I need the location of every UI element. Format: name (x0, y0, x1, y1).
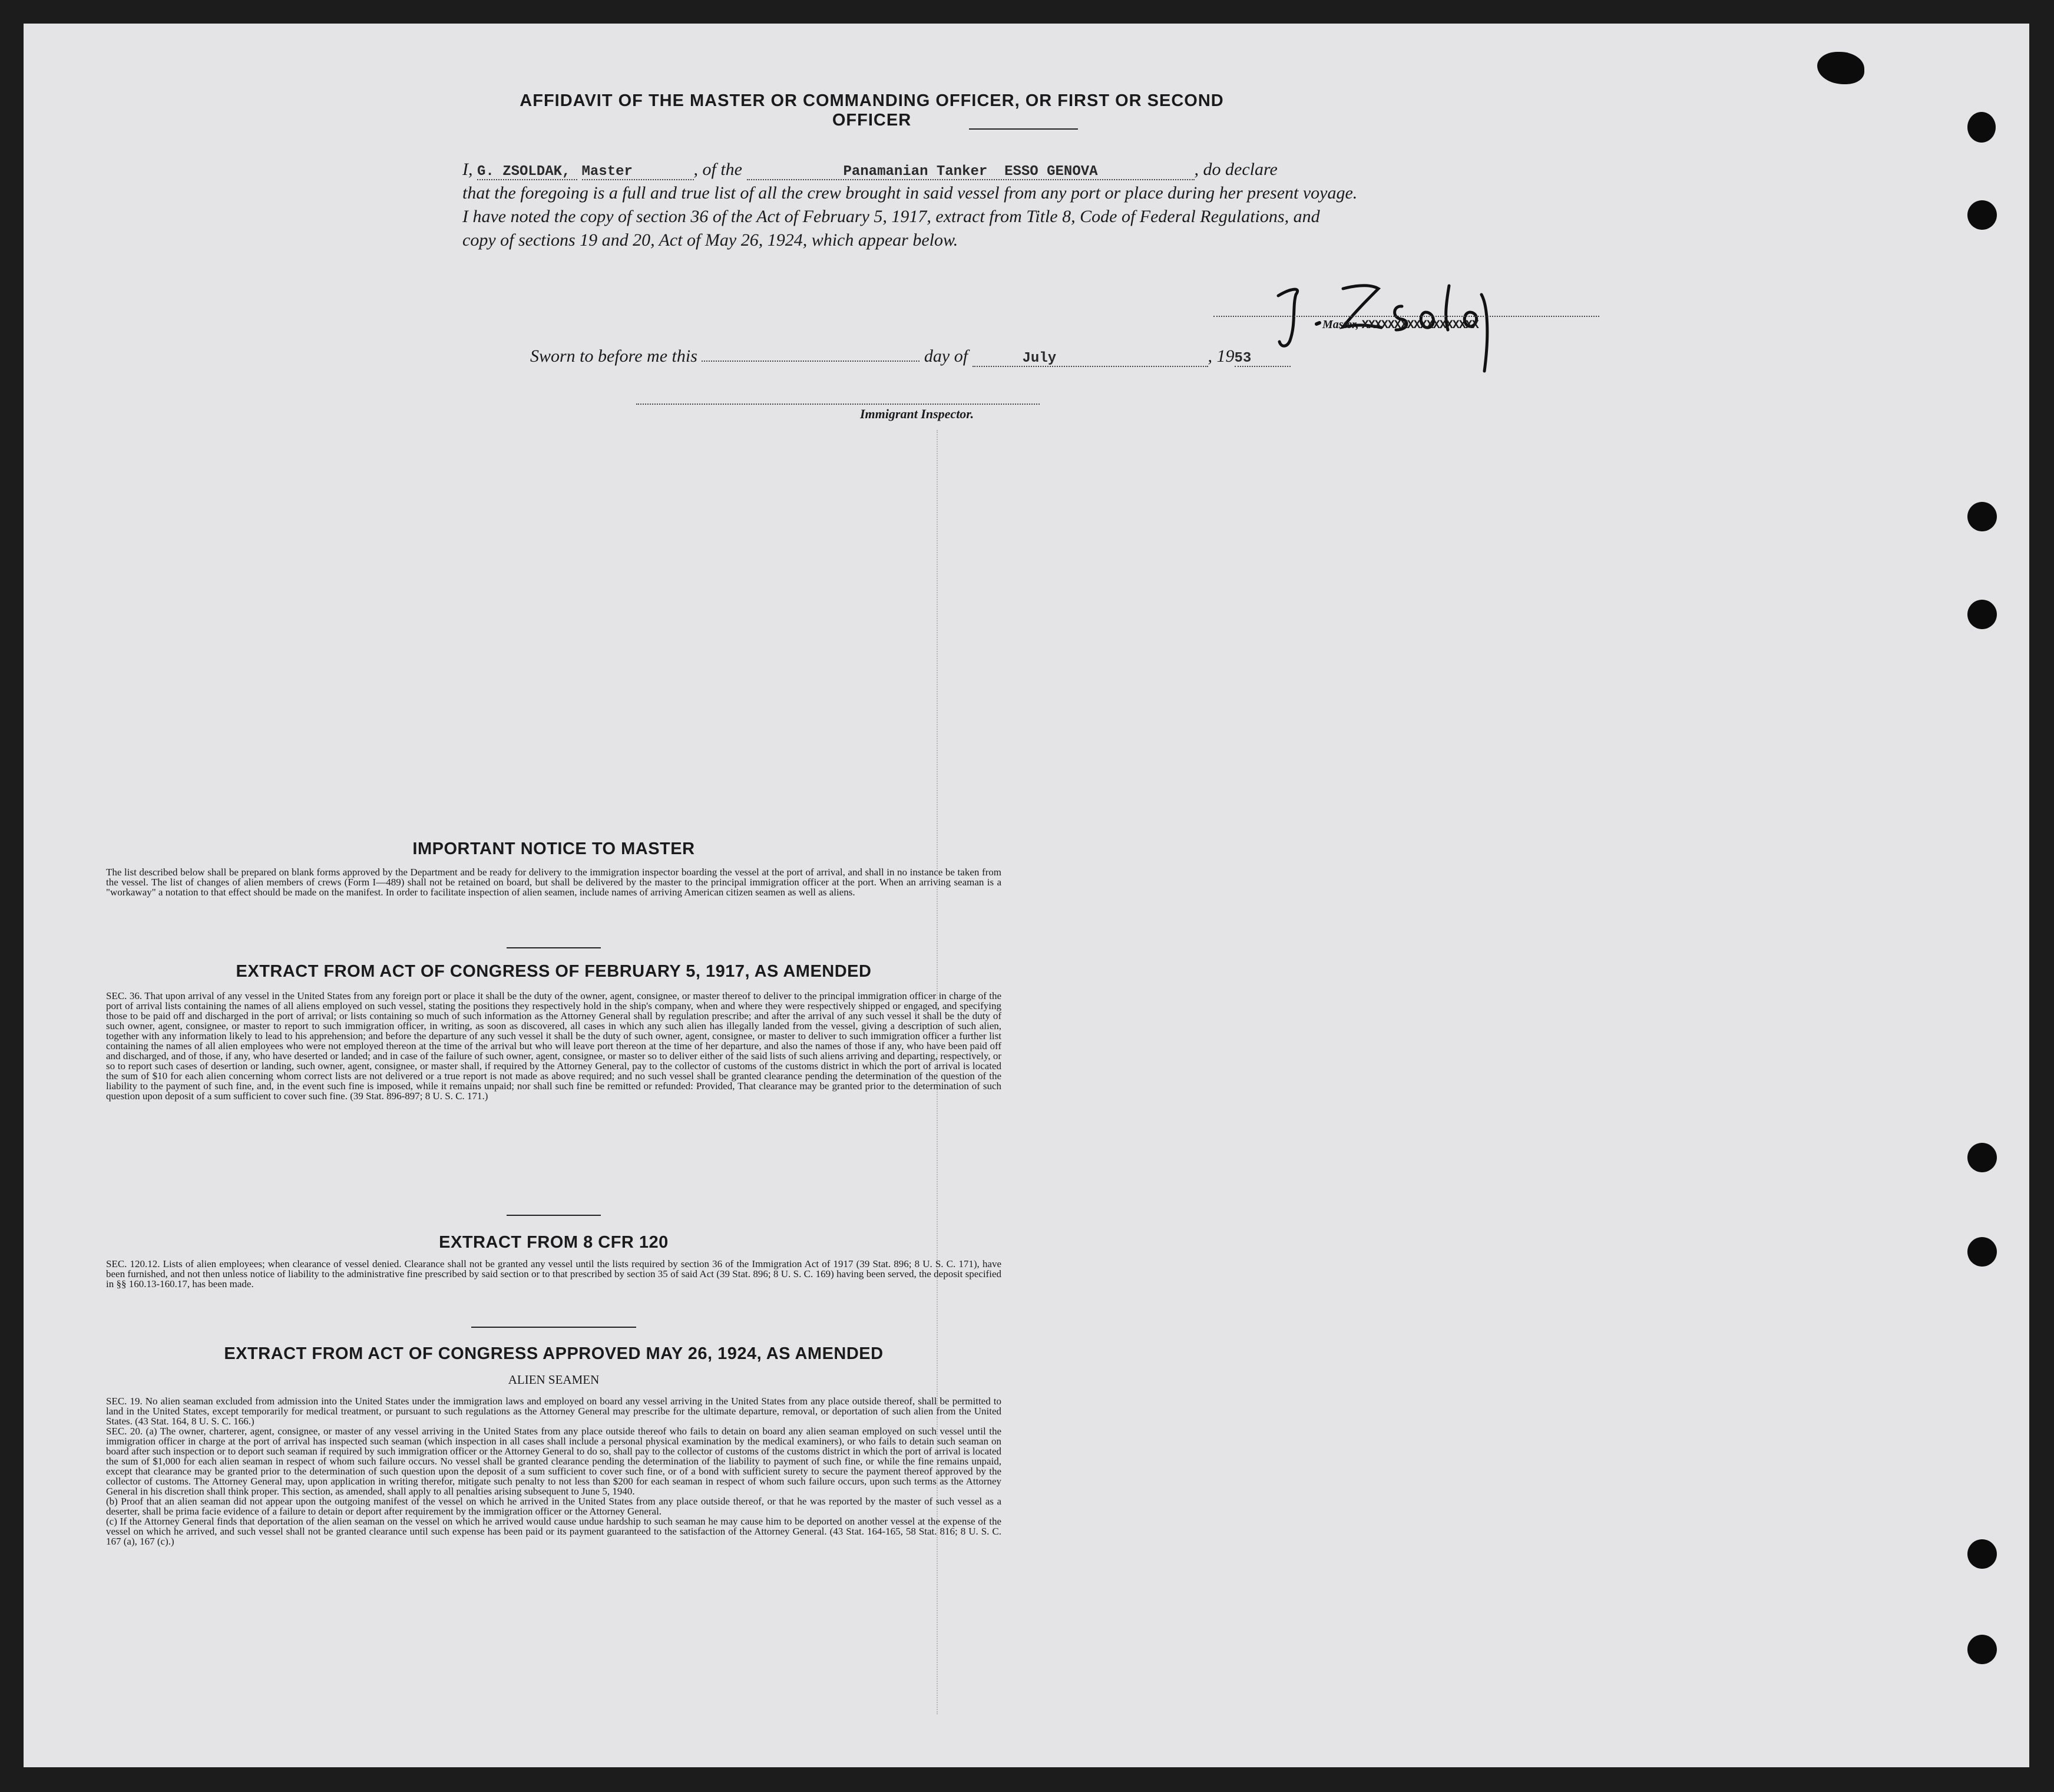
sworn-month-field[interactable] (973, 347, 1208, 367)
vessel-field[interactable] (747, 160, 1195, 180)
section-20c: (c) If the Attorney General finds that deportation of the alien seaman on the vessel on which he arrived would cause undue hardship to such seaman he may cause him to be deported on another vessel at the expense of the vessel on which he arrived, and such vessel shall not be granted clearance until such expense has been paid or its payment guaranteed to the satisfaction of the Attorney General. (43 Stat. 164-165, 58 Stat. 816; 8 U. S. C. 167 (a), 167 (c).) (106, 1516, 1001, 1547)
month-value: July (1022, 351, 1057, 366)
extract-1924-title: EXTRACT FROM ACT OF CONGRESS APPROVED MAY 26, 1924, AS AMENDED (224, 1344, 884, 1363)
sworn-day-field[interactable] (702, 342, 919, 362)
name-field[interactable] (477, 160, 577, 180)
declaration-line-2: that the foregoing is a full and true list of all the crew brought in said vessel from any port or place during her present voyage. (462, 183, 1358, 203)
master-signature-line[interactable] (1213, 316, 1599, 317)
sworn-year-field[interactable] (1235, 347, 1291, 367)
vessel-value: Panamanian Tanker ESSO GENOVA (843, 164, 1098, 180)
document-page (24, 24, 2029, 1767)
alien-seamen-subtitle: ALIEN SEAMEN (508, 1373, 600, 1387)
inspector-signature-line[interactable] (636, 404, 1040, 405)
section-19: SEC. 19. No alien seaman excluded from admission into the United States under the immigration laws and employed on board any vessel arriving in the United States from any place outside thereof, shall be permitted to land in the United States, except temporarily for medical treatment, or pursuant to such regulations as the Attorney General may prescribe for the ultimate departure, removal, or deportation of such alien from the United States. (43 Stat. 164, 8 U. S. C. 166.) (106, 1396, 1001, 1427)
declaration-i: I, (462, 160, 473, 179)
sworn-text: Sworn to before me this (530, 346, 697, 366)
do-declare-text: , do declare (1194, 160, 1278, 179)
affidavit-title: AFFIDAVIT OF THE MASTER OR COMMANDING OFFICER, OR FIRST OR SECOND OFFICER (520, 91, 1224, 130)
extract-1917-title: EXTRACT FROM ACT OF CONGRESS OF FEBRUARY 5, 1917, AS AMENDED (236, 962, 872, 981)
punch-hole (1967, 1539, 1997, 1569)
notice-title: IMPORTANT NOTICE TO MASTER (412, 839, 695, 858)
punch-hole (1967, 1635, 1997, 1664)
sworn-statement (530, 342, 1291, 367)
extract-1924-text (106, 1396, 1001, 1546)
inspector-label: Immigrant Inspector. (860, 406, 974, 421)
name-value: G. ZSOLDAK, (477, 164, 571, 180)
punch-hole (1967, 200, 1997, 230)
punch-hole (1967, 112, 1996, 143)
struck-out-titles: XXXXXXXXXXXXXXXXXX (1361, 319, 1479, 332)
extract-cfr-title: EXTRACT FROM 8 CFR 120 (439, 1233, 669, 1252)
section-20b: (b) Proof that an alien seaman did not appear upon the outgoing manifest of the vessel on which he arrived in the United States from any place outside thereof, or that he was reported by the master of such vessel as a deserter, shall be prima facie evidence of a failure to detain or deport after requirement by the immigration officer or the Attorney General. (106, 1496, 1001, 1517)
punch-hole (1817, 52, 1864, 84)
declaration-block (462, 158, 1611, 252)
section-20a: SEC. 20. (a) The owner, charterer, agent, consignee, or master of any vessel arriving in the United States from any place outside thereof who fails to detain on board any alien seaman employed on such vessel until the immigration officer in charge at the port of arrival has inspected such seaman (which inspection in all cases shall include a personal physical examination by the medical examiners), or who fails to detain such seaman on board after such inspection or to deport such seaman if required by such immigration officer or the Attorney General to do so, shall pay to the collector of customs of the customs district in which the port of arrival is located the sum of $1,000 for each alien seaman in respect of whom such failure occurs. No vessel shall be granted clearance pending the determination of the liability to payment of such fine, or while the fine remains unpaid, except that clearance may be granted prior to the determination of such question upon the deposit of a sum sufficient to cover such fine, or of a bond with sufficient surety to secure the payment thereof approved by the collector of customs. The Attorney General may, upon application in writing therefor, mitigate such penalty to not less than $200 for each seaman in respect of whom such failure occurs, upon such terms as the Attorney General in his discretion shall think proper. This section, as amended, shall apply to all penalties arising subsequent to June 5, 1940. (106, 1426, 1001, 1497)
declaration-line-4: copy of sections 19 and 20, Act of May 26, 1924, which appear below. (462, 230, 958, 250)
declaration-line-3: I have noted the copy of section 36 of the Act of February 5, 1917, extract from Title 8, Code of Federal Regulations, and (462, 207, 1320, 226)
extract-1917-text: SEC. 36. That upon arrival of any vessel in the United States from any foreign port or place it shall be the duty of the owner, agent, consignee, or master thereof to deliver to the principal immigration officer in charge of the port of arrival lists containing the names of all aliens employed on such vessel, stating the positions they respectively hold in the ship's company, when and where they were respectively shipped or engaged, and specifying those to be paid off and discharged in the port of arrival; or lists containing so much of such information as the Attorney General shall by regulation prescribe; and after the arrival of any such vessel it shall be the duty of such owner, agent, consignee, or master to report to such immigration officer, in writing, as soon as discovered, all cases in which any such alien has illegally landed from the vessel, giving a description of such alien, together with any information likely to lead to his apprehension; and before the departure of any such vessel it shall be the duty of such owner, agent, consignee, or master to deliver to such immigration officer a further list containing the names of all alien employees who were not employed thereon at the time of the arrival but who will leave port thereon at the time of her departure, and also the names of those if any, who have been paid off and discharged, and of those, if any, who have deserted or landed; and in case of the failure of such owner, agent, consignee, or master so to deliver either of the said lists of such aliens arriving and departing, respectively, or so to report such cases of desertion or landing, such owner, agent, consignee, or master shall, if required by the Attorney General, pay to the collector of customs of the customs district in which the port of arrival is located the sum of $10 for each alien concerning whom correct lists are not delivered or a true report is not made as above required; and no such vessel shall be granted clearance pending the determination of the question of the liability to the payment of such fine, and, in the event such fine is imposed, while it remains unpaid; nor shall such fine be remitted or refunded: Provided, That clearance may be granted prior to the determination of such question upon deposit of a sum sufficient to cover such fine. (39 Stat. 896-897; 8 U. S. C. 171.) (106, 990, 1001, 1102)
declaration-line-1 (462, 158, 1611, 181)
notice-text: The list described below shall be prepared on blank forms approved by the Department and be ready for delivery to the immigration inspector boarding the vessel at the port of arrival, and shall in no instance be taken from the vessel. The list of changes of alien members of crews (Form I—489) shall not be retained on board, but shall be delivered by the master to the principal immigration officer at the port. When an arriving seaman is a "workaway" a notation to that effect should be made on the manifest. In order to facilitate inspection of alien seamen, include names of arriving American citizen seamen as well as aliens. (106, 867, 1001, 898)
punch-hole (1967, 600, 1997, 629)
master-signature-label (1322, 318, 1479, 332)
master-label-text: Master, (1322, 318, 1359, 331)
punch-hole (1967, 1237, 1997, 1267)
punch-hole (1967, 502, 1997, 531)
title-divider (969, 128, 1078, 130)
year-value: 53 (1234, 351, 1252, 366)
divider (507, 947, 601, 948)
divider (507, 1215, 601, 1216)
rank-field[interactable] (582, 160, 694, 180)
punch-hole (1967, 1143, 1997, 1172)
year-prefix: , 19 (1208, 346, 1235, 366)
extract-cfr-text: SEC. 120.12. Lists of alien employees; when clearance of vessel denied. Clearance shall not be granted any vessel until the lists required by section 36 of the Immigration Act of 1917 (39 Stat. 896; 8 U. S. C. 171), have been furnished, and not then unless notice of liability to the administrative fine prescribed by said section or to that prescribed by section 35 of said Act (39 Stat. 896; 8 U. S. C. 169) having been served, the deposit specified in §§ 160.13-160.17, has been made. (106, 1258, 1001, 1290)
of-the-text: , of the (693, 160, 742, 179)
day-of-text: day of (924, 346, 968, 366)
rank-value: Master (581, 164, 633, 180)
divider (471, 1327, 636, 1328)
